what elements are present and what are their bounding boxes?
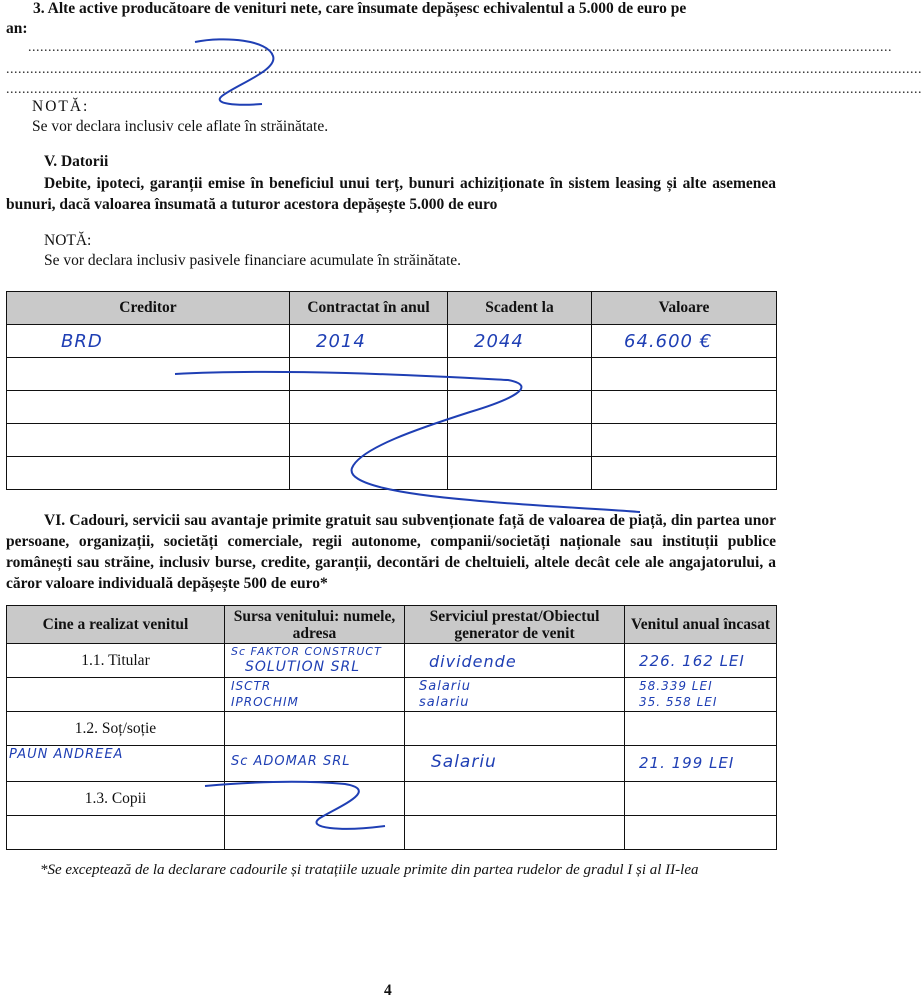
gifts-table bbox=[6, 605, 777, 850]
col-header-who: Cine a realizat venitul bbox=[7, 606, 225, 644]
nota-text: Se vor declara inclusiv cele aflate în străinătate. bbox=[32, 118, 329, 135]
due-year-value: 2044 bbox=[474, 331, 524, 352]
table-row bbox=[7, 712, 777, 746]
debt-value: 64.600 € bbox=[624, 331, 713, 352]
table-row bbox=[7, 424, 777, 457]
table-row bbox=[7, 782, 777, 816]
table-row bbox=[7, 746, 777, 782]
footnote: *Se exceptează de la declarare cadourile și tratațiile uzuale primite din partea rudelor de gradul I și al II-lea bbox=[40, 862, 699, 878]
service-line: salariu bbox=[419, 695, 470, 710]
assets-heading: 3. Alte active producătoare de venituri nete, care însumate depășesc echivalentul a 5.000 de euro pe bbox=[33, 0, 687, 17]
debts-title: V. Datorii bbox=[44, 153, 109, 170]
page-number: 4 bbox=[384, 982, 392, 999]
col-header-source: Sursa venitului: numele, adresa bbox=[225, 606, 405, 644]
table-row bbox=[7, 391, 777, 424]
dotted-line: ..................................................................................................................................................................................................................................... bbox=[6, 62, 922, 77]
who-cell: 1.2. Soț/soție bbox=[7, 712, 225, 746]
dotted-line: ........................................................................................................................................................................................................................ bbox=[28, 40, 892, 55]
table-row bbox=[7, 644, 777, 678]
table-row bbox=[7, 457, 777, 490]
col-header-creditor: Creditor bbox=[7, 292, 290, 325]
income-line: 35. 558 LEI bbox=[639, 695, 718, 709]
nota-text: Se vor declara inclusiv pasivele financiare acumulate în străinătate. bbox=[44, 252, 462, 269]
debts-table bbox=[6, 291, 777, 490]
service-line: Salariu bbox=[419, 679, 471, 694]
creditor-value: BRD bbox=[61, 331, 103, 352]
table-row bbox=[7, 816, 777, 850]
contracted-year-value: 2014 bbox=[316, 331, 366, 352]
source-line: SOLUTION SRL bbox=[245, 659, 360, 675]
table-row bbox=[7, 325, 777, 358]
source-line: Sc ADOMAR SRL bbox=[231, 754, 351, 769]
gifts-description: VI. Cadouri, servicii sau avantaje primite gratuit sau subvenționate față de valoarea de piață, din partea unor persoane, organizații, societăți comerciale, regii autonome, companii/societăți naționale sau instituții publice românești sau străine, inclusiv burse, credite, garanții, decontări de cheltuieli, altele decât cele ale angajatorului, a căror valoare individuală depășește 500 de euro* bbox=[6, 512, 776, 592]
income-line: 21. 199 LEI bbox=[639, 754, 735, 772]
col-header-contracted: Contractat în anul bbox=[290, 292, 448, 325]
service-line: dividende bbox=[429, 652, 517, 671]
nota-label: NOTĂ: bbox=[32, 98, 90, 115]
source-line: ISCTR bbox=[231, 679, 272, 693]
source-line: Sc FAKTOR CONSTRUCT bbox=[231, 645, 382, 658]
debts-description: Debite, ipoteci, garanții emise în beneficiul unui terț, bunuri achiziționate în sistem leasing și alte asemenea bunuri, dacă valoarea însumată a tuturor acestora depășește 5.000 de euro bbox=[6, 175, 776, 213]
assets-heading-cont: an: bbox=[6, 20, 28, 37]
col-header-due: Scadent la bbox=[448, 292, 592, 325]
income-line: 58.339 LEI bbox=[639, 679, 713, 693]
who-cell: 1.1. Titular bbox=[7, 644, 225, 678]
who-handwritten: PAUN ANDREEA bbox=[9, 747, 124, 762]
dotted-line: ..................................................................................................................................................................................................................................... bbox=[6, 82, 922, 97]
table-row bbox=[7, 678, 777, 712]
service-line: Salariu bbox=[431, 752, 497, 772]
col-header-income: Venitul anual încasat bbox=[625, 606, 777, 644]
who-cell: 1.3. Copii bbox=[7, 782, 225, 816]
income-line: 226. 162 LEI bbox=[639, 652, 745, 670]
nota-label: NOTĂ: bbox=[44, 232, 92, 249]
col-header-value: Valoare bbox=[592, 292, 777, 325]
table-row bbox=[7, 358, 777, 391]
source-line: IPROCHIM bbox=[231, 695, 299, 709]
col-header-service: Serviciul prestat/Obiectul generator de venit bbox=[405, 606, 625, 644]
